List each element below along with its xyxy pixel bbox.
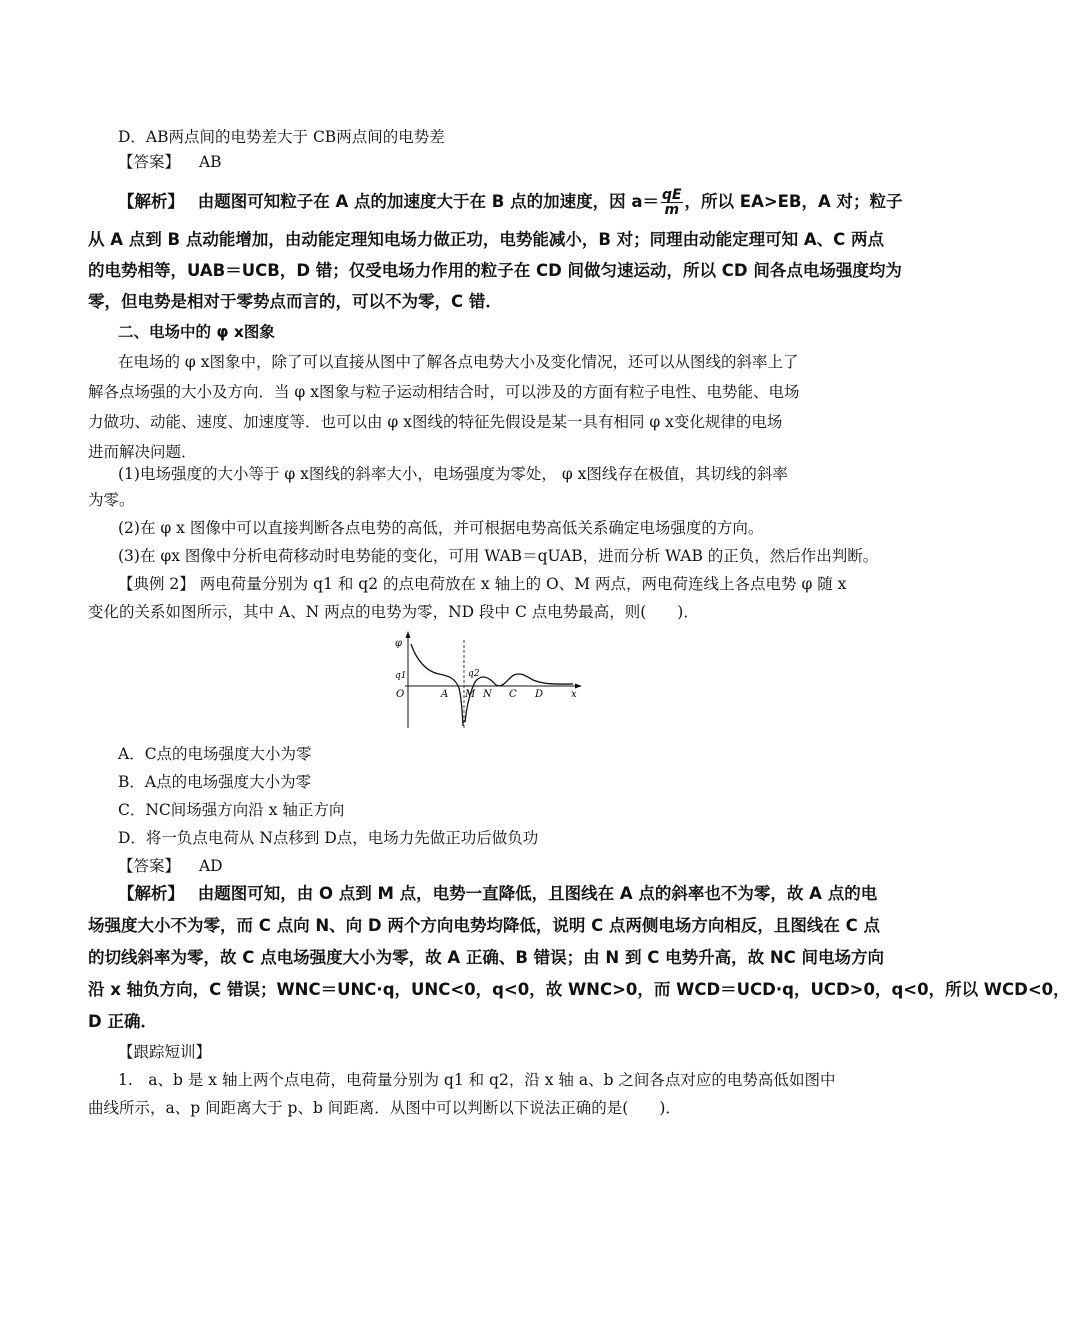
label-q2: q2 bbox=[468, 669, 480, 679]
example-analysis-line-4: 沿 x 轴负方向，C 错误；WNC＝UNC·q，UNC<0，q<0，故 WNC>0，而 WCD＝UCD·q，UCD>0，q<0，所以 WCD<0， bbox=[88, 980, 1070, 999]
example-answer bbox=[118, 856, 223, 876]
analysis-text: 由题图可知粒子在 A 点的加速度大于在 B 点的加速度，因 a＝ bbox=[197, 192, 659, 211]
analysis-label: 【解析】 bbox=[118, 192, 184, 211]
q1-analysis-line-4: 零，但电势是相对于零势点而言的，可以不为零，C 错． bbox=[88, 292, 502, 311]
point-2: (2)在 φ x 图像中可以直接判断各点电势的高低，并可根据电势高低关系确定电场强度的方向。 bbox=[118, 519, 764, 537]
phi-curve-right bbox=[465, 674, 573, 722]
example-analysis-line-3: 的切线斜率为零，故 C 点电场强度大小为零，故 A 正确、B 错误；由 N 到 C 电势升高，故 NC 间电场方向 bbox=[88, 948, 884, 967]
label-o: O bbox=[396, 689, 405, 700]
fraction-denominator: m bbox=[664, 202, 680, 218]
analysis-text: ，所以 EA>EB，A 对；粒子 bbox=[684, 192, 903, 211]
example-analysis-line-2: 场强度大小不为零，而 C 点向 N、向 D 两个方向电势均降低，说明 C 点两侧电场方向相反，且图线在 C 点 bbox=[88, 916, 881, 935]
example-stem-1: 【典例 2】 两电荷量分别为 q1 和 q2 的点电荷放在 x 轴上的 O、M 两点，两电荷连线上各点电势 φ 随 x bbox=[118, 575, 847, 593]
section-intro-1: 在电场的 φ x图象中，除了可以直接从图中了解各点电势大小及变化情况，还可以从图线的斜率上了 bbox=[118, 353, 799, 371]
point-1b: 为零。 bbox=[88, 491, 135, 509]
example-option-d: D．将一负点电荷从 N点移到 D点，电场力先做正功后做负功 bbox=[118, 829, 539, 847]
answer-label: 【答案】 bbox=[118, 857, 181, 875]
example-stem-2: 变化的关系如图所示，其中 A、N 两点的电势为零，ND 段中 C 点电势最高，则( )． bbox=[88, 603, 699, 621]
q1-analysis-line-1 bbox=[118, 188, 903, 217]
label-c: C bbox=[509, 689, 517, 700]
fraction-qe-over-m bbox=[661, 188, 683, 217]
followup-label: 【跟踪短训】 bbox=[118, 1043, 212, 1061]
point-3: (3)在 φx 图像中分析电荷移动时电势能的变化，可用 WAB＝qUAB，进而分析 WAB 的正负，然后作出判断。 bbox=[118, 547, 879, 565]
label-a: A bbox=[441, 689, 449, 700]
followup-q1-line-1: 1. a、b 是 x 轴上两个点电荷，电荷量分别为 q1 和 q2，沿 x 轴 a、b 之间各点对应的电势高低如图中 bbox=[118, 1071, 836, 1089]
phi-axis-arrow bbox=[406, 631, 411, 638]
label-d: D bbox=[535, 689, 544, 700]
label-n: N bbox=[483, 689, 492, 700]
answer-value: AD bbox=[198, 857, 223, 875]
section-intro-4: 进而解决问题． bbox=[88, 443, 197, 461]
example-option-a: A．C点的电场强度大小为零 bbox=[118, 745, 312, 763]
example-option-b: B．A点的电场强度大小为零 bbox=[118, 773, 312, 791]
section-intro-3: 力做功、动能、速度、加速度等．也可以由 φ x图线的特征先假设是某一具有相同 φ x变化规律的电场 bbox=[88, 413, 783, 431]
label-x: x bbox=[571, 689, 577, 700]
followup-q1-line-2: 曲线所示，a、p 间距离大于 p、b 间距离．从图中可以判断以下说法正确的是( )． bbox=[88, 1099, 681, 1117]
q1-answer bbox=[118, 152, 222, 172]
section-title: 二、电场中的 φ x图象 bbox=[118, 323, 275, 341]
q1-option-d: D．AB两点间的电势差大于 CB两点间的电势差 bbox=[118, 128, 445, 146]
analysis-label: 【解析】 bbox=[118, 884, 184, 903]
point-1a: (1)电场强度的大小等于 φ x图线的斜率大小，电场强度为零处， φ x图线存在极值，其切线的斜率 bbox=[118, 465, 788, 483]
label-phi: φ bbox=[395, 638, 403, 649]
answer-value: AB bbox=[198, 153, 222, 171]
phi-curve-left bbox=[411, 644, 463, 726]
label-q1: q1 bbox=[395, 671, 407, 681]
analysis-text: 由题图可知，由 O 点到 M 点，电势一直降低，且图线在 A 点的斜率也不为零，故 A 点的电 bbox=[197, 884, 878, 903]
fraction-numerator: qE bbox=[661, 187, 682, 203]
label-m: M bbox=[465, 689, 476, 700]
example-analysis-line-5: D 正确． bbox=[88, 1012, 157, 1031]
q1-analysis-line-2: 从 A 点到 B 点动能增加，由动能定理知电场力做正功，电势能减小，B 对；同理由动能定理可知 A、C 两点 bbox=[88, 230, 885, 249]
x-axis-arrow bbox=[575, 684, 582, 689]
q1-analysis-line-3: 的电势相等，UAB＝UCB，D 错；仅受电场力作用的粒子在 CD 间做匀速运动，所以 CD 间各点电场强度均为 bbox=[88, 261, 902, 280]
answer-label: 【答案】 bbox=[118, 153, 181, 171]
example-analysis-line-1 bbox=[118, 884, 877, 904]
section-intro-2: 解各点场强的大小及方向．当 φ x图象与粒子运动相结合时，可以涉及的方面有粒子电性、电势能、电场 bbox=[88, 383, 800, 401]
example-option-c: C．NC间场强方向沿 x 轴正方向 bbox=[118, 801, 345, 819]
phi-x-graph bbox=[383, 630, 583, 732]
